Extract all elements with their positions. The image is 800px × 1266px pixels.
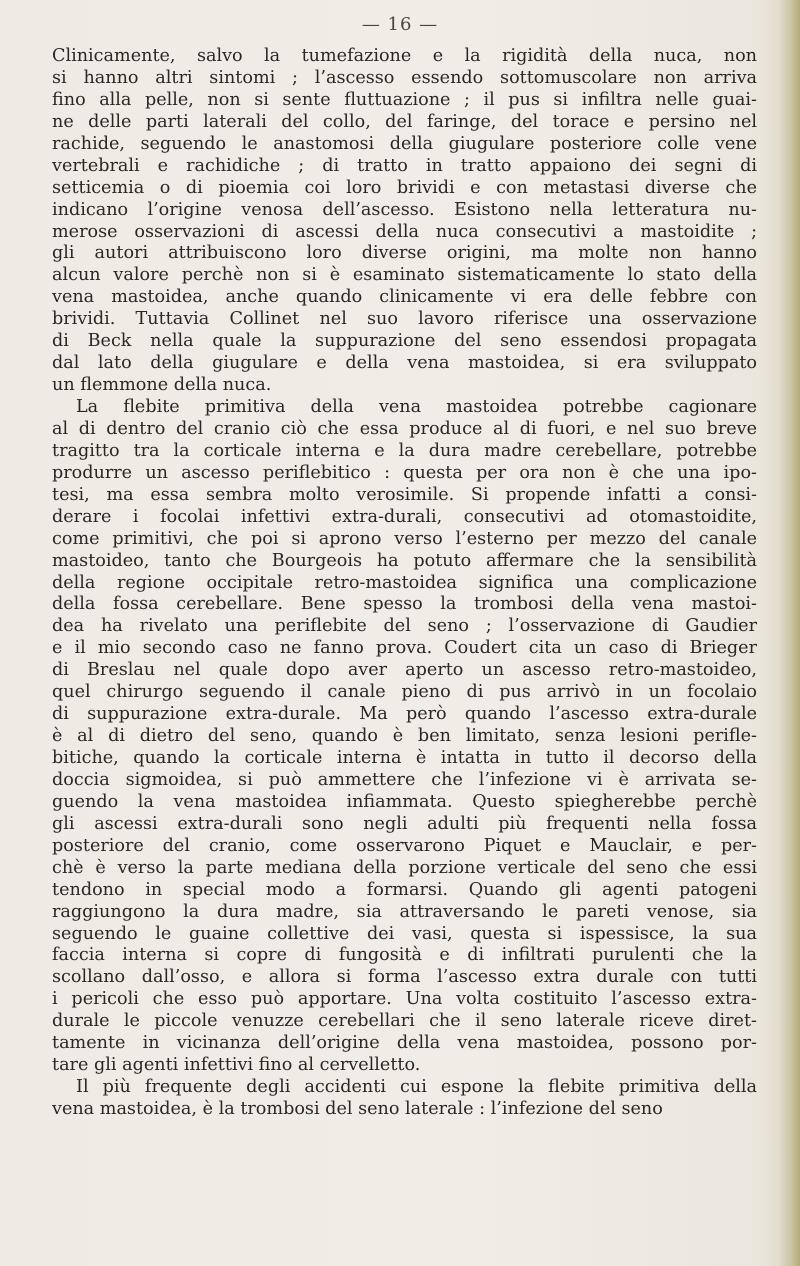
text-line: al di dentro del cranio ciò che essa produce al di fuori, e nel suo breve bbox=[52, 418, 757, 439]
text-line: dea ha rivelato una periflebite del seno ; l’osservazione di Gaudier bbox=[52, 616, 757, 637]
text-line: della fossa cerebellare. Bene spesso la trombosi della vena mastoi- bbox=[52, 594, 757, 615]
text-line: si hanno altri sintomi ; l’ascesso essendo sottomuscolare non arriva bbox=[52, 67, 757, 88]
text-line: Clinicamente, salvo la tumefazione e la rigidità della nuca, non bbox=[52, 46, 757, 66]
text-line: vena mastoidea, anche quando clinicamente vi era delle febbre con bbox=[52, 287, 757, 308]
text-line: di suppurazione extra-durale. Ma però quando l’ascesso extra-durale bbox=[52, 704, 757, 725]
text-line: fino alla pelle, non si sente fluttuazione ; il pus si infiltra nelle guai- bbox=[52, 89, 757, 110]
text-line: tragitto tra la corticale interna e la dura madre cerebellare, potrebbe bbox=[52, 440, 757, 461]
text-line: doccia sigmoidea, si può ammettere che l’infezione vi è arrivata se- bbox=[52, 769, 757, 790]
text-line: alcun valore perchè non si è esaminato sistematicamente lo stato della bbox=[52, 265, 757, 286]
text-line: gli autori attribuiscono loro diverse origini, ma molte non hanno bbox=[52, 243, 757, 264]
text-line: tamente in vicinanza dell’origine della vena mastoidea, possono por- bbox=[52, 1033, 757, 1054]
body-text bbox=[52, 46, 757, 1121]
paragraph bbox=[52, 397, 757, 1077]
text-line: rachide, seguendo le anastomosi della giugulare posteriore colle vene bbox=[52, 133, 757, 154]
text-line: della regione occipitale retro-mastoidea significa una complicazione bbox=[52, 572, 757, 593]
text-line: vertebrali e rachidiche ; di tratto in tratto appaiono dei segni di bbox=[52, 155, 757, 176]
text-line: faccia interna si copre di fungosità e di infiltrati purulenti che la bbox=[52, 945, 757, 966]
paragraph bbox=[52, 46, 757, 397]
text-line: setticemia o di pioemia coi loro brividi e con metastasi diverse che bbox=[52, 177, 757, 198]
text-line: derare i focolai infettivi extra-durali, consecutivi ad otomastoidite, bbox=[52, 506, 757, 527]
text-line: tendono in special modo a formarsi. Quando gli agenti patogeni bbox=[52, 879, 757, 900]
text-line: seguendo le guaine collettive dei vasi, questa si ispessisce, la sua bbox=[52, 923, 757, 944]
text-line: bitiche, quando la corticale interna è intatta in tutto il decorso della bbox=[52, 748, 757, 768]
text-line: i pericoli che esso può apportare. Una volta costituito l’ascesso extra- bbox=[52, 989, 757, 1010]
text-line: vena mastoidea, è la trombosi del seno laterale : l’infezione del seno bbox=[52, 1099, 663, 1119]
text-line: tesi, ma essa sembra molto verosimile. Si propende infatti a consi- bbox=[52, 484, 757, 505]
text-line: posteriore del cranio, come osservarono Piquet e Mauclair, e per- bbox=[52, 835, 757, 856]
text-line: gli ascessi extra-durali sono negli adulti più frequenti nella fossa bbox=[52, 813, 757, 834]
text-line: merose osservazioni di ascessi della nuca consecutivi a mastoidite ; bbox=[52, 221, 757, 242]
text-line: La flebite primitiva della vena mastoidea potrebbe cagionare bbox=[76, 397, 757, 417]
text-line: mastoideo, tanto che Bourgeois ha potuto affermare che la sensibilità bbox=[52, 550, 757, 571]
text-line: di Beck nella quale la suppurazione del seno essendosi propagata bbox=[52, 331, 757, 352]
text-line: scollano dall’osso, e allora si forma l’ascesso extra durale con tutti bbox=[52, 967, 757, 988]
text-line: è al di dietro del seno, quando è ben limitato, senza lesioni perifle- bbox=[52, 726, 757, 747]
text-line: durale le piccole venuzze cerebellari che il seno laterale riceve diret- bbox=[52, 1011, 757, 1032]
text-line: guendo la vena mastoidea infiammata. Questo spiegherebbe perchè bbox=[52, 791, 757, 812]
page-number: — 16 — bbox=[361, 14, 439, 35]
page-edge-shadow bbox=[778, 0, 800, 1266]
text-line: raggiungono la dura madre, sia attraversando le pareti venose, sia bbox=[52, 901, 757, 922]
text-line: ne delle parti laterali del collo, del faringe, del torace e persino nel bbox=[52, 111, 757, 132]
text-line: brividi. Tuttavia Collinet nel suo lavoro riferisce una osservazione bbox=[52, 309, 757, 330]
text-line: di Breslau nel quale dopo aver aperto un ascesso retro-mastoideo, bbox=[52, 660, 757, 681]
paragraph bbox=[52, 1077, 757, 1121]
text-line: un flemmone della nuca. bbox=[52, 375, 272, 396]
text-line: quel chirurgo seguendo il canale pieno di pus arrivò in un focolaio bbox=[52, 682, 757, 703]
text-line: chè è verso la parte mediana della porzione verticale del seno che essi bbox=[52, 857, 757, 878]
text-line: produrre un ascesso periflebitico : questa per ora non è che una ipo- bbox=[52, 462, 757, 483]
text-line: come primitivi, che poi si aprono verso l’esterno per mezzo del canale bbox=[52, 528, 757, 549]
text-line: Il più frequente degli accidenti cui espone la flebite primitiva della bbox=[76, 1077, 757, 1098]
text-line: indicano l’origine venosa dell’ascesso. Esistono nella letteratura nu- bbox=[52, 199, 757, 220]
text-line: e il mio secondo caso ne fanno prova. Coudert cita un caso di Brieger bbox=[52, 638, 757, 659]
text-line: tare gli agenti infettivi fino al cervelletto. bbox=[52, 1055, 421, 1076]
text-line: dal lato della giugulare e della vena mastoidea, si era sviluppato bbox=[52, 353, 757, 374]
